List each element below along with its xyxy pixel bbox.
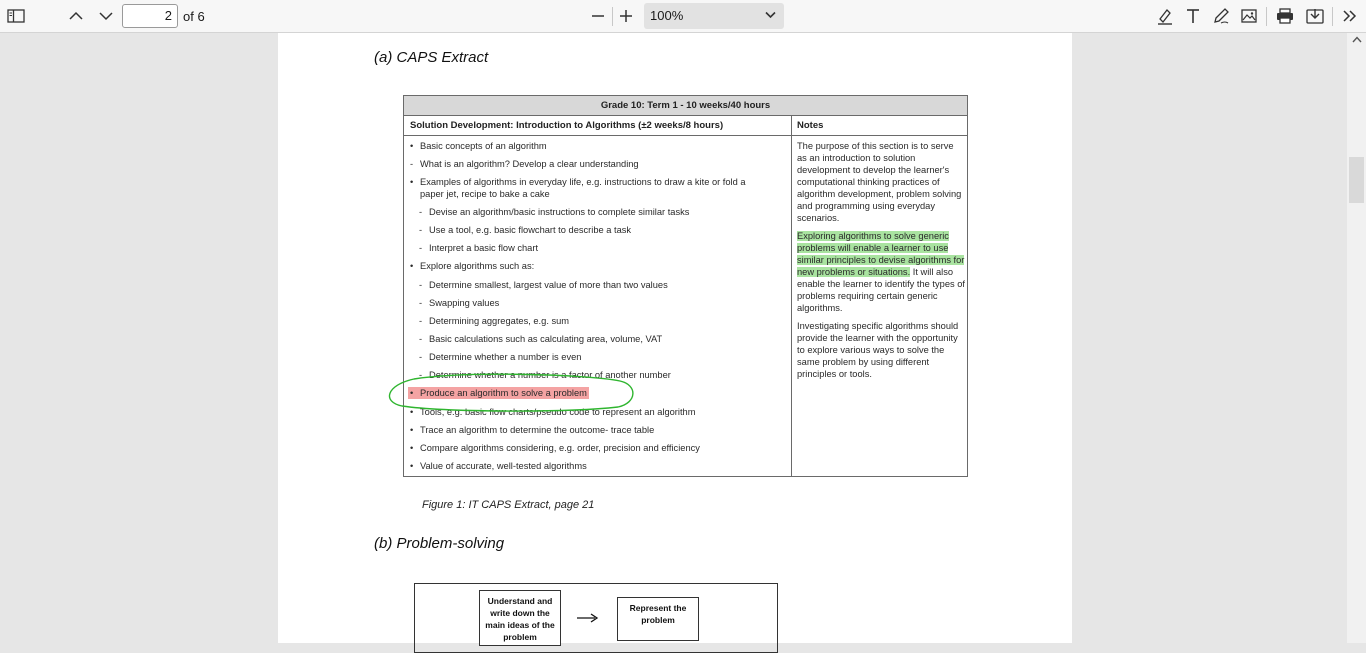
highlight-icon[interactable] (1153, 4, 1177, 28)
list-item: - Interpret a basic flow chart (419, 243, 539, 253)
list-item: - Swapping values (419, 298, 500, 308)
text-icon[interactable] (1181, 4, 1205, 28)
arrow-right-icon (577, 613, 599, 623)
zoom-level-value: 100% (650, 8, 684, 23)
green-highlight: Exploring algorithms to solve generic problems will enable a learner to use similar principles to devise algorithms for new problems or situations. (797, 231, 965, 277)
zoom-in-icon[interactable] (614, 4, 638, 28)
section-b-heading: (b) Problem-solving (374, 535, 505, 552)
list-item: • Trace an algorithm to determine the outcome- trace table (410, 425, 655, 435)
list-item: • Explore algorithms such as: (410, 261, 535, 271)
pdf-toolbar (0, 0, 1366, 33)
flow-box-represent: Represent the problem (617, 597, 699, 641)
sidebar-toggle-icon[interactable] (4, 4, 28, 28)
notes-paragraph: Investigating specific algorithms should provide the learner with the opportunity to explore various ways to solve the same problem by using different principles or tools. (797, 321, 959, 379)
column-divider (791, 116, 792, 476)
highlighted-list-item: • Produce an algorithm to solve a problem (410, 388, 587, 398)
list-item: • Compare algorithms considering, e.g. order, precision and efficiency (410, 443, 700, 453)
save-icon[interactable] (1303, 4, 1327, 28)
list-item: paper jet, recipe to bake a cake (420, 189, 550, 199)
list-item: • Examples of algorithms in everyday life, e.g. instructions to draw a kite or fold a (410, 177, 746, 187)
list-item: - Devise an algorithm/basic instructions to complete similar tasks (419, 207, 690, 217)
zoom-out-icon[interactable] (586, 4, 610, 28)
list-item: - Determine whether a number is a factor of another number (419, 370, 671, 380)
print-icon[interactable] (1273, 4, 1297, 28)
notes-paragraph: The purpose of this section is to serve as an introduction to solution development to develop the learner's computational thinking practices of algorithm development, problem solving and programming using everyday scenarios. (797, 141, 962, 223)
caps-extract-table (403, 95, 968, 477)
vertical-scrollbar[interactable] (1347, 33, 1366, 643)
pdf-page (278, 33, 1072, 643)
list-item: - Determine whether a number is even (419, 352, 582, 362)
toolbar-separator (612, 7, 613, 26)
list-item: - Use a tool, e.g. basic flowchart to describe a task (419, 225, 632, 235)
document-viewer[interactable] (0, 33, 1366, 643)
draw-icon[interactable] (1209, 4, 1233, 28)
table-subheader (404, 116, 967, 136)
table-title: Grade 10: Term 1 - 10 weeks/40 hours (404, 96, 967, 116)
list-item: - Basic calculations such as calculating area, volume, VAT (419, 334, 663, 344)
column-header-notes: Notes (797, 120, 824, 131)
flow-box-understand: Understand and write down the main ideas of the problem (479, 590, 561, 646)
scrollbar-thumb[interactable] (1349, 157, 1364, 203)
notes-column (797, 140, 965, 386)
chevron-down-icon (765, 11, 776, 19)
section-a-heading: (a) CAPS Extract (374, 49, 489, 66)
column-header-topics: Solution Development: Introduction to Algorithms (±2 weeks/8 hours) (410, 120, 724, 131)
notes-paragraph: Exploring algorithms to solve generic problems will enable a learner to use similar principles to devise algorithms for new problems or situations. It will also enable the learner to identify the types of problems requiring certain generic algorithms. (797, 231, 965, 313)
more-tools-icon[interactable] (1338, 4, 1362, 28)
list-item: - Determining aggregates, e.g. sum (419, 316, 570, 326)
list-item: • Basic concepts of an algorithm (410, 141, 547, 151)
page-total-label: of 6 (183, 9, 205, 24)
image-icon[interactable] (1237, 4, 1261, 28)
page-number-input[interactable]: 2 (122, 4, 178, 28)
list-item: - What is an algorithm? Develop a clear understanding (410, 159, 639, 169)
list-item: • Tools, e.g. basic flow charts/pseudo code to represent an algorithm (410, 407, 696, 417)
figure-caption: Figure 1: IT CAPS Extract, page 21 (422, 499, 595, 511)
ink-ellipse-annotation (384, 373, 638, 413)
list-item: • Value of accurate, well-tested algorithms (410, 461, 587, 471)
list-item: - Determine smallest, largest value of more than two values (419, 280, 668, 290)
zoom-level-select[interactable] (644, 3, 784, 29)
toolbar-separator (1266, 7, 1267, 26)
previous-page-icon[interactable] (64, 4, 88, 28)
scroll-up-icon[interactable] (1352, 36, 1362, 43)
next-page-icon[interactable] (94, 4, 118, 28)
toolbar-separator (1332, 7, 1333, 26)
